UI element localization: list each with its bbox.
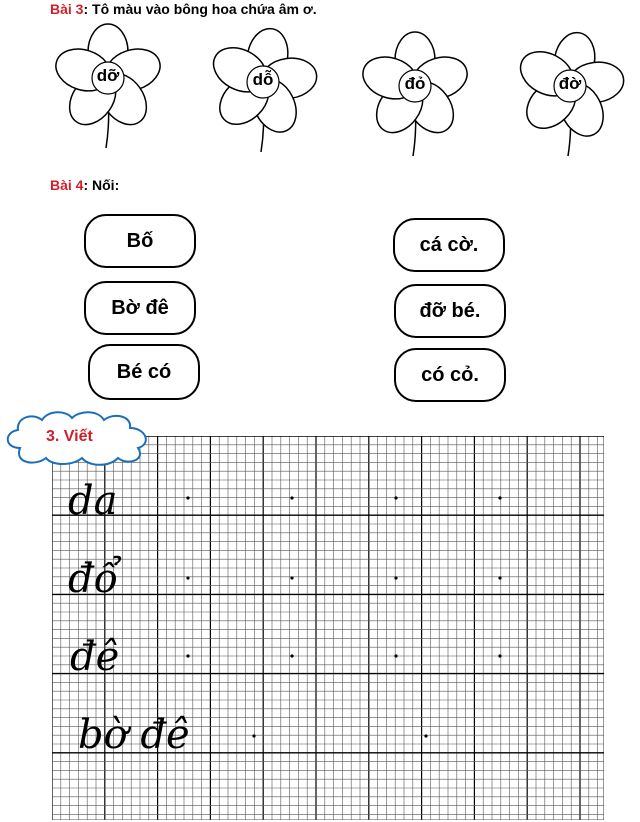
writing-grid <box>52 436 604 820</box>
practice-dot <box>394 654 397 657</box>
model-word-3: đê <box>70 634 120 680</box>
practice-dot <box>186 654 189 657</box>
practice-dot <box>498 576 501 579</box>
flower-word: đỏ <box>404 74 426 93</box>
practice-dot <box>186 496 189 499</box>
match-right-2[interactable]: đỡ bé. <box>394 284 506 338</box>
practice-dot <box>498 496 501 499</box>
flower-2[interactable] <box>203 24 323 154</box>
practice-dot <box>424 734 427 737</box>
flower-word: dỗ <box>252 70 274 89</box>
flower-word: đờ <box>558 74 582 93</box>
practice-dot <box>290 576 293 579</box>
section-3-title: 3. Viết <box>46 428 93 445</box>
model-word-2: đổ <box>68 556 119 602</box>
exercise-4-instruction: : Nối: <box>83 177 120 193</box>
practice-dot <box>290 496 293 499</box>
flower-word: dỡ <box>96 66 120 85</box>
match-left-3[interactable]: Bé có <box>88 344 200 400</box>
practice-dot <box>290 654 293 657</box>
flower-3[interactable] <box>355 28 475 158</box>
exercise-3-heading <box>50 1 317 17</box>
practice-dot <box>498 654 501 657</box>
exercise-4-number: Bài 4 <box>50 177 84 193</box>
practice-dot <box>394 496 397 499</box>
practice-dot <box>394 576 397 579</box>
flower-4[interactable] <box>510 28 630 158</box>
match-right-1[interactable]: cá cờ. <box>393 218 505 272</box>
flower-1[interactable] <box>48 20 168 150</box>
match-left-2[interactable]: Bờ đê <box>84 281 196 335</box>
exercise-3-number: Bài 3 <box>50 1 84 17</box>
model-word-4: bờ đê <box>78 712 190 758</box>
exercise-4-heading <box>50 177 119 193</box>
practice-dot <box>186 576 189 579</box>
match-left-1[interactable]: Bố <box>84 214 196 268</box>
model-word-1: da <box>68 478 118 524</box>
practice-dot <box>252 734 255 737</box>
exercise-3-instruction: : Tô màu vào bông hoa chứa âm ơ. <box>83 1 317 17</box>
match-right-3[interactable]: có cỏ. <box>394 348 506 402</box>
